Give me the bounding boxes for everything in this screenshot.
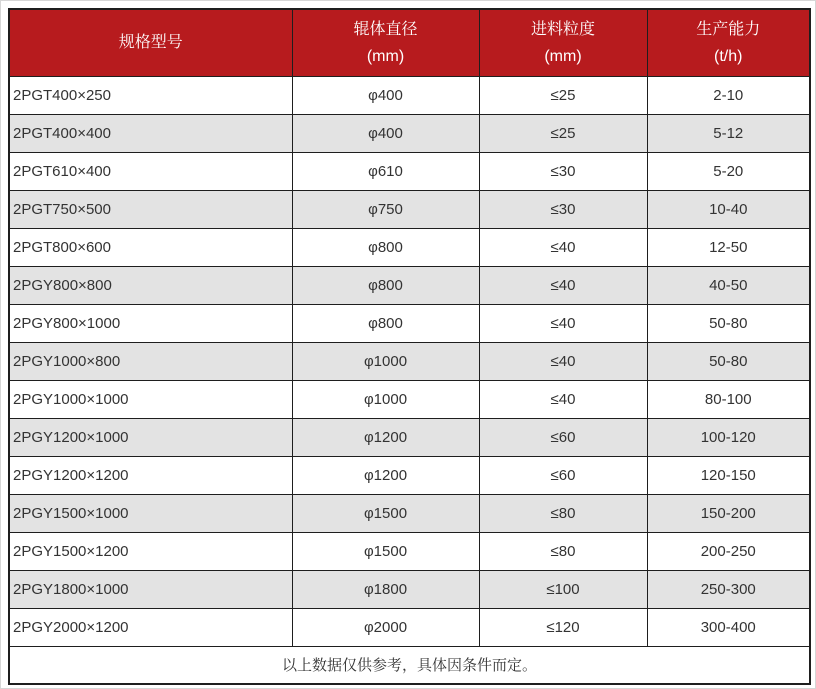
header-label: 生产能力 <box>696 20 761 38</box>
cell-feed-size: ≤120 <box>479 608 647 646</box>
cell-model: 2PGY800×1000 <box>9 304 292 342</box>
cell-capacity: 50-80 <box>647 304 810 342</box>
cell-feed-size: ≤40 <box>479 266 647 304</box>
cell-feed-size: ≤30 <box>479 190 647 228</box>
cell-model: 2PGY1500×1000 <box>9 494 292 532</box>
cell-diameter: φ1500 <box>292 494 479 532</box>
header-label: 规格型号 <box>118 34 183 52</box>
cell-diameter: φ2000 <box>292 608 479 646</box>
table-row <box>9 266 810 304</box>
cell-model: 2PGT800×600 <box>9 228 292 266</box>
header-row <box>9 9 810 76</box>
table-row <box>9 418 810 456</box>
cell-feed-size: ≤60 <box>479 418 647 456</box>
cell-capacity: 120-150 <box>647 456 810 494</box>
column-header-roller-diameter <box>292 9 479 76</box>
table-row <box>9 190 810 228</box>
header-unit: (mm) <box>544 47 582 65</box>
header-unit: (t/h) <box>714 47 743 65</box>
cell-model: 2PGY1000×800 <box>9 342 292 380</box>
table-row <box>9 456 810 494</box>
cell-capacity: 300-400 <box>647 608 810 646</box>
header-unit: (mm) <box>366 47 405 65</box>
cell-model: 2PGT400×250 <box>9 76 292 114</box>
cell-capacity: 50-80 <box>647 342 810 380</box>
footer-row <box>9 646 810 684</box>
cell-diameter: φ800 <box>292 228 479 266</box>
cell-capacity: 2-10 <box>647 76 810 114</box>
cell-model: 2PGY1000×1000 <box>9 380 292 418</box>
cell-feed-size: ≤80 <box>479 494 647 532</box>
table-row <box>9 152 810 190</box>
cell-feed-size: ≤30 <box>479 152 647 190</box>
cell-diameter: φ800 <box>292 266 479 304</box>
cell-diameter: φ1800 <box>292 570 479 608</box>
table-row <box>9 228 810 266</box>
cell-model: 2PGT400×400 <box>9 114 292 152</box>
table-row <box>9 304 810 342</box>
column-header-capacity <box>647 9 810 76</box>
header-label: 辊体直径 <box>353 20 418 38</box>
cell-capacity: 150-200 <box>647 494 810 532</box>
column-header-model <box>9 9 292 76</box>
table-row <box>9 114 810 152</box>
cell-model: 2PGT610×400 <box>9 152 292 190</box>
cell-diameter: φ610 <box>292 152 479 190</box>
cell-model: 2PGY1800×1000 <box>9 570 292 608</box>
cell-diameter: φ1000 <box>292 342 479 380</box>
cell-diameter: φ750 <box>292 190 479 228</box>
table-row <box>9 608 810 646</box>
table-row <box>9 494 810 532</box>
cell-capacity: 12-50 <box>647 228 810 266</box>
cell-capacity: 80-100 <box>647 380 810 418</box>
cell-capacity: 5-20 <box>647 152 810 190</box>
cell-capacity: 5-12 <box>647 114 810 152</box>
cell-capacity: 40-50 <box>647 266 810 304</box>
cell-feed-size: ≤40 <box>479 304 647 342</box>
cell-model: 2PGY800×800 <box>9 266 292 304</box>
cell-model: 2PGY1200×1000 <box>9 418 292 456</box>
cell-feed-size: ≤100 <box>479 570 647 608</box>
column-header-feed-size <box>479 9 647 76</box>
cell-diameter: φ400 <box>292 76 479 114</box>
cell-model: 2PGY2000×1200 <box>9 608 292 646</box>
cell-model: 2PGT750×500 <box>9 190 292 228</box>
cell-capacity: 100-120 <box>647 418 810 456</box>
cell-diameter: φ1000 <box>292 380 479 418</box>
footer-note: 以上数据仅供参考，具体因条件而定。 <box>9 646 810 684</box>
cell-feed-size: ≤40 <box>479 380 647 418</box>
cell-diameter: φ400 <box>292 114 479 152</box>
table-row <box>9 342 810 380</box>
table-container <box>1 1 815 685</box>
cell-model: 2PGY1200×1200 <box>9 456 292 494</box>
cell-diameter: φ1500 <box>292 532 479 570</box>
cell-diameter: φ1200 <box>292 418 479 456</box>
table-row <box>9 570 810 608</box>
table-row <box>9 76 810 114</box>
cell-feed-size: ≤80 <box>479 532 647 570</box>
cell-capacity: 200-250 <box>647 532 810 570</box>
cell-capacity: 10-40 <box>647 190 810 228</box>
header-label: 进料粒度 <box>530 20 595 38</box>
table-header <box>9 9 810 76</box>
table-row <box>9 380 810 418</box>
cell-feed-size: ≤60 <box>479 456 647 494</box>
table-row <box>9 532 810 570</box>
cell-capacity: 250-300 <box>647 570 810 608</box>
table-body <box>9 76 810 646</box>
table-footer <box>9 646 810 684</box>
cell-feed-size: ≤25 <box>479 114 647 152</box>
cell-feed-size: ≤40 <box>479 228 647 266</box>
spec-table <box>8 8 811 685</box>
cell-model: 2PGY1500×1200 <box>9 532 292 570</box>
cell-feed-size: ≤40 <box>479 342 647 380</box>
cell-diameter: φ800 <box>292 304 479 342</box>
cell-feed-size: ≤25 <box>479 76 647 114</box>
cell-diameter: φ1200 <box>292 456 479 494</box>
